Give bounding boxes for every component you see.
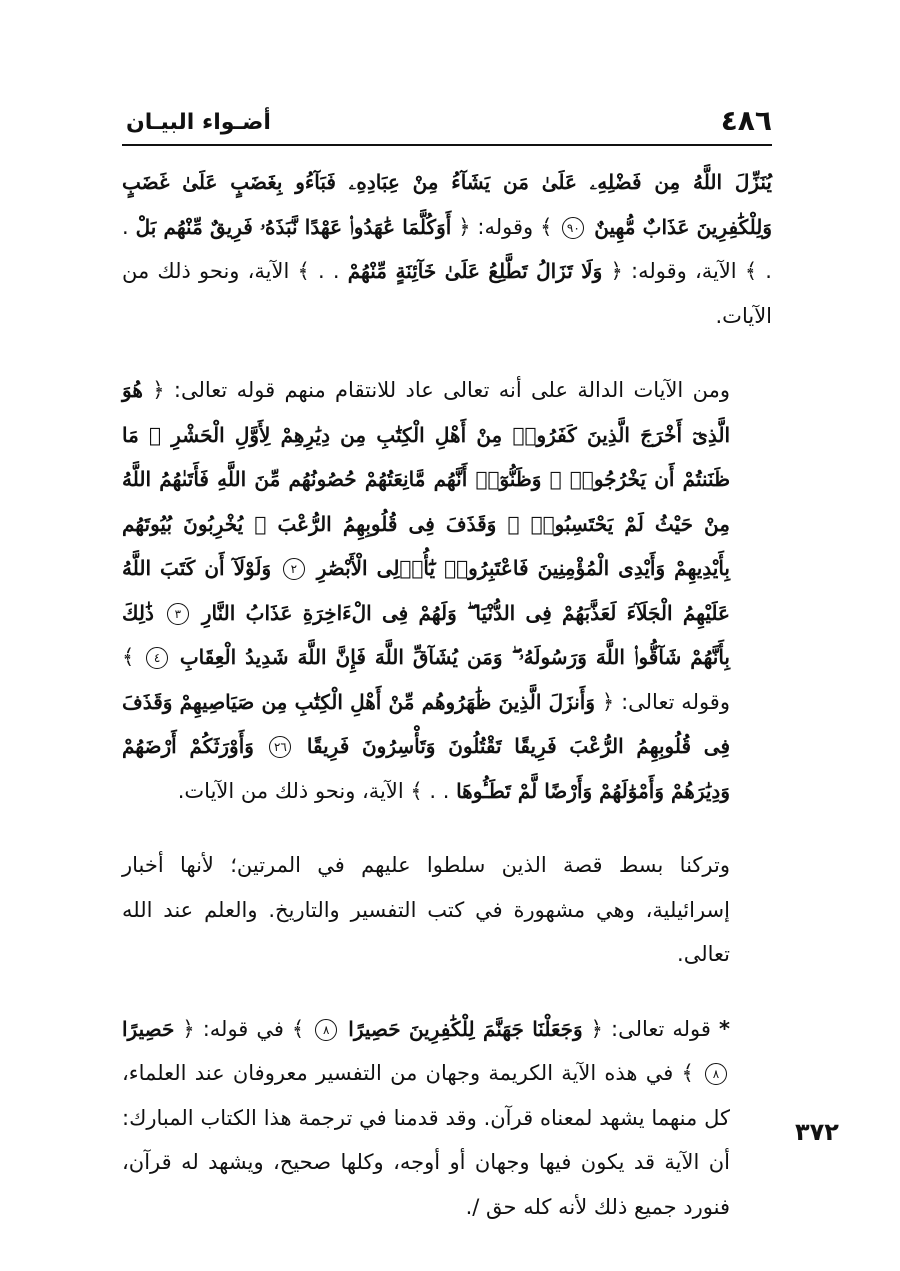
commentary-text: ومن الآيات الدالة على أنه تعالى عاد للانتقام منهم قوله تعالى: ﴿: [152, 378, 730, 402]
commentary-text: ﴾ في هذه الآية الكريمة وجهان من التفسير معروفان عند العلماء، كل منهما يشهد لمعناه قرآن. وقد قدمنا في ترجمة هذا الكتاب المبارك: أن الآية قد يكون فيها وجهان أو أوجه، وكلها صحيح، ويشهد له قرآن، فنورد جميع ذلك لأنه كله حق /.: [122, 1061, 730, 1219]
page-header: [122, 104, 772, 146]
commentary-text: قوله تعالى: ﴿: [590, 1016, 711, 1041]
ayah-number-marker: ٨: [315, 1019, 337, 1041]
quran-verse: وَجَعَلْنَا جَهَنَّمَ لِلْكَٰفِرِينَ حَصِيرًا: [348, 1016, 583, 1041]
running-title: أضـواء البيـان: [126, 110, 271, 135]
commentary-text: ﴾ في قوله: ﴿: [182, 1016, 305, 1041]
ayah-number-marker: ٨: [705, 1063, 727, 1085]
commentary-text: وتركنا بسط قصة الذين سلطوا عليهم في المرتين؛ لأنها أخبار إسرائيلية، وهي مشهورة في كتب التفسير والتاريخ. والعلم عند الله تعالى.: [122, 853, 730, 966]
ayah-number-marker: ٢٦: [269, 736, 291, 758]
quran-verse: وَلَا تَزَالُ تَطَّلِعُ عَلَىٰ خَآئِنَةٍ مِّنْهُمْ: [347, 259, 603, 283]
paragraph-3: [122, 843, 772, 977]
paragraph-4: [122, 1007, 772, 1230]
quran-verse: يُنَزِّلَ اللَّهُ مِن فَضْلِهِۦ عَلَىٰ مَن يَشَآءُ مِنْ عِبَادِهِۦ فَبَآءُو بِغَضَبٍ عَلَىٰ غَضَبٍ وَلِلْكَٰفِرِينَ عَذَابٌ مُّهِينٌ: [122, 170, 773, 239]
section-star-marker: *: [718, 1016, 730, 1041]
quran-verse: حَصِيرًا: [122, 1016, 175, 1041]
paragraph-2: [122, 368, 772, 813]
quran-verse: ذَٰلِكَ بِأَنَّهُمْ شَآقُّوا۟ اللَّهَ وَرَسُولَهُۥ ۖ وَمَن يُشَآقِّ اللَّهَ فَإِنَّ اللَّهَ شَدِيدُ الْعِقَابِ: [122, 600, 731, 669]
ayah-number-marker: ٩٠: [562, 217, 584, 239]
commentary-text: . . ﴾ الآية، ونحو ذلك من الآيات.: [122, 259, 772, 328]
original-edition-page-number: ٣٧٢: [795, 1118, 839, 1146]
paragraph-1: [122, 160, 772, 338]
quran-verse: وَلَوْلَآ أَن كَتَبَ اللَّهُ عَلَيْهِمُ الْجَلَآءَ لَعَذَّبَهُمْ فِى الدُّنْيَا ۖ وَلَهُمْ فِى الْءَاخِرَةِ عَذَابُ النَّارِ: [122, 556, 730, 625]
ayah-number-marker: ٣: [167, 603, 189, 625]
page-body: [122, 160, 772, 1229]
quran-verse: أَوَكُلَّمَا عَٰهَدُوا۟ عَهْدًا نَّبَذَهُۥ فَرِيقٌ مِّنْهُم بَلْ: [135, 214, 452, 239]
page-number: ٤٨٦: [720, 104, 772, 137]
quran-verse: وَأَنزَلَ الَّذِينَ ظَٰهَرُوهُم مِّنْ أَهْلِ الْكِتَٰبِ مِن صَيَاصِيهِمْ وَقَذَفَ فِى قُلُوبِهِمُ الرُّعْبَ فَرِيقًا تَقْتُلُونَ وَتَأْسِرُونَ فَرِيقًا: [122, 689, 730, 758]
commentary-text: ﴾ وقوله: ﴿: [458, 214, 553, 239]
commentary-text: . . ﴾ الآية، وقوله: ﴿: [122, 214, 772, 283]
ayah-number-marker: ٢: [283, 558, 305, 580]
quran-verse: هُوَ الَّذِىٓ أَخْرَجَ الَّذِينَ كَفَرُوا۟ مِنْ أَهْلِ الْكِتَٰبِ مِن دِيَٰرِهِمْ لِأَوَّلِ الْحَشْرِ ۚ مَا ظَنَنتُمْ أَن يَخْرُجُوا۟ ۖ وَظَنُّوٓا۟ أَنَّهُم مَّانِعَتُهُمْ حُصُونُهُم مِّنَ اللَّهِ فَأَتَىٰهُمُ اللَّهُ مِنْ حَيْثُ لَمْ يَحْتَسِبُوا۟ ۖ وَقَذَفَ فِى قُلُوبِهِمُ الرُّعْبَ ۚ يُخْرِبُونَ بُيُوتَهُم بِأَيْدِيهِمْ وَأَيْدِى الْمُؤْمِنِينَ فَاعْتَبِرُوا۟ يَٰٓأُو۟لِى الْأَبْصَٰرِ: [122, 378, 730, 580]
commentary-text: . . ﴾ الآية، ونحو ذلك من الآيات.: [177, 778, 450, 803]
commentary-text: ﴾ وقوله تعالى: ﴿: [122, 645, 730, 714]
quran-verse: وَأَوْرَثَكُمْ أَرْضَهُمْ وَدِيَٰرَهُمْ وَأَمْوَٰلَهُمْ وَأَرْضًا لَّمْ تَطَـُٔوهَا: [122, 734, 730, 803]
ayah-number-marker: ٤: [146, 647, 168, 669]
